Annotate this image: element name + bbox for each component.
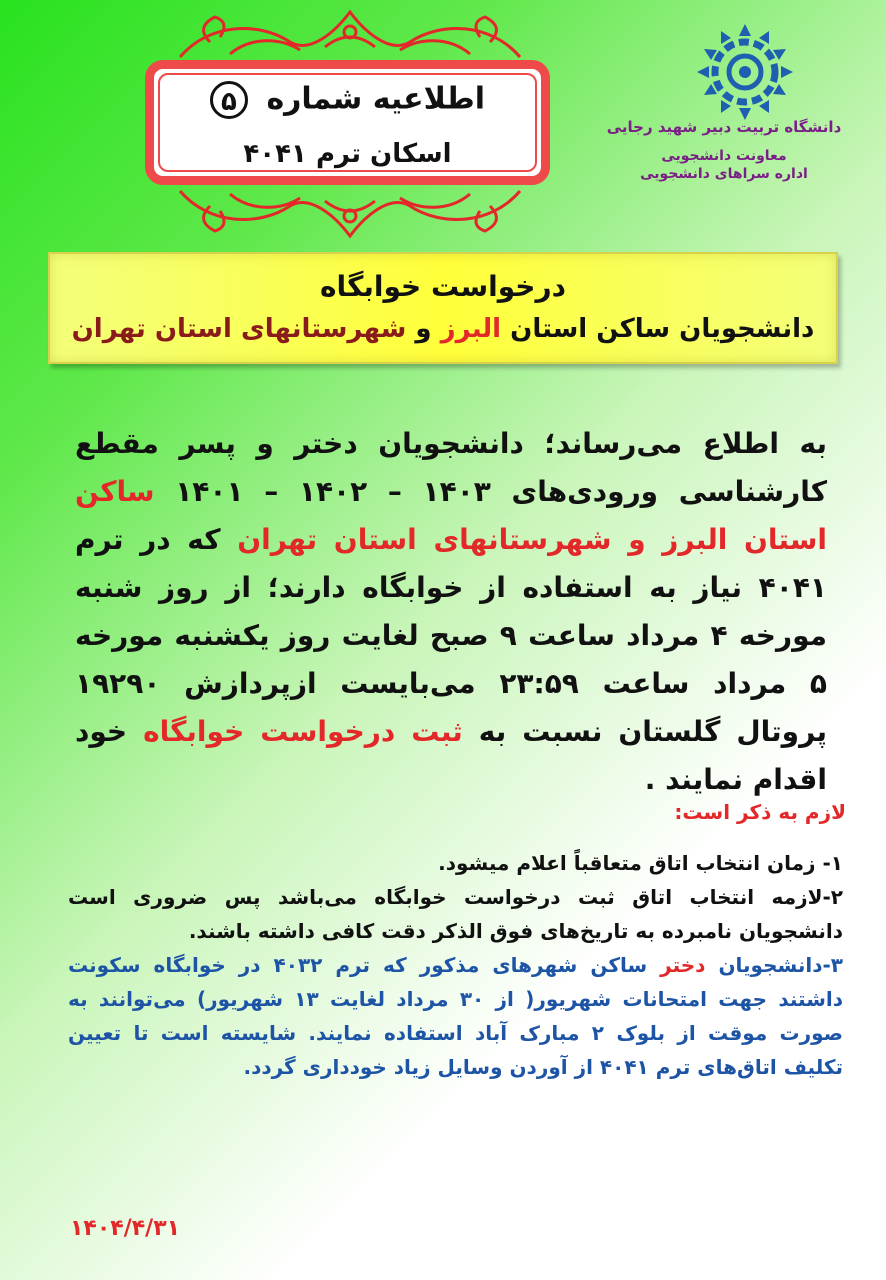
notes-heading: لازم به ذکر است: xyxy=(674,800,846,824)
body-part1: به اطلاع می‌رساند؛ دانشجویان دختر و پسر مقطع کارشناسی ورودی‌های ۱۴۰۳ – ۱۴۰۲ – ۱۴۰۱ xyxy=(75,427,828,508)
banner-subtitle xyxy=(50,314,836,344)
banner-title: درخواست خوابگاه xyxy=(320,270,566,303)
organization-block xyxy=(604,118,844,182)
notice-subtitle: اسکان ترم ۴۰۴۱ xyxy=(243,139,452,169)
note-item-2: ۲-لازمه انتخاب اتاق ثبت درخواست خوابگاه می‌باشد پس ضروری است دانشجویان نامبرده به تاریخ‌های فوق الذکر دقت کافی داشته باشند. xyxy=(68,885,843,943)
deputy-name: معاونت دانشجویی xyxy=(661,148,787,164)
note-item-3-rest: ساکن شهرهای مذکور که ترم ۴۰۳۲ در خوابگاه سکونت داشتند جهت امتحانات شهریور( از ۳۰ مرداد لغایت ۱۳ شهریور) می‌توانند به صورت موقت از بلوک ۲ مبارک آباد استفاده نمایند. شایسته است تا تعیین تکلیف اتاق‌های ترم ۴۰۴۱ از آوردن وسایل زیاد خودداری گردد. xyxy=(68,953,843,1079)
note-item-3-start: ۳-دانشجویان xyxy=(718,953,843,977)
notice-number-badge: ۵ xyxy=(210,81,248,119)
notice-title xyxy=(154,81,541,119)
floral-ornament-icon xyxy=(120,186,580,246)
announcement-date: ۱۴۰۴/۴/۳۱ xyxy=(70,1216,181,1241)
body-part3: خود اقدام نمایند . xyxy=(75,715,827,796)
floral-ornament-icon xyxy=(120,2,580,62)
notice-title-text: اطلاعیه شماره xyxy=(266,81,485,117)
banner-sub-tehran: شهرستانهای استان تهران xyxy=(71,314,407,344)
note-item-3 xyxy=(68,948,843,1084)
announcement-body xyxy=(75,420,827,804)
notice-frame xyxy=(145,60,550,185)
office-name: اداره سراهای دانشجویی xyxy=(640,166,808,182)
body-part2: که در ترم ۴۰۴۱ نیاز به استفاده از خوابگاه دارند؛ از روز شنبه مورخه ۴ مرداد ساعت ۹ صبح لغایت روز یکشنبه مورخه ۵ مرداد ساعت ۲۳:۵۹ می‌بایست ازپردازش ۱۹۲۹۰ پروتال گلستان نسبت به xyxy=(75,523,828,748)
body-highlight-action: ثبت درخواست خوابگاه xyxy=(143,715,463,748)
note-item-3-highlight: دختر xyxy=(660,953,706,977)
university-logo-icon xyxy=(695,22,795,122)
body-highlight-region: ساکن استان البرز و شهرستانهای استان تهران xyxy=(75,475,827,556)
banner-sub-and: و xyxy=(415,314,432,344)
banner-sub-part1: دانشجویان ساکن استان xyxy=(510,314,815,344)
banner-sub-alborz: البرز xyxy=(440,314,502,344)
notes-list xyxy=(68,846,843,1084)
title-banner xyxy=(48,252,838,364)
note-item-1: ۱- زمان انتخاب اتاق متعاقباً اعلام میشود. xyxy=(438,851,843,875)
university-name: دانشگاه تربیت دبیر شهید رجایی xyxy=(606,118,842,136)
